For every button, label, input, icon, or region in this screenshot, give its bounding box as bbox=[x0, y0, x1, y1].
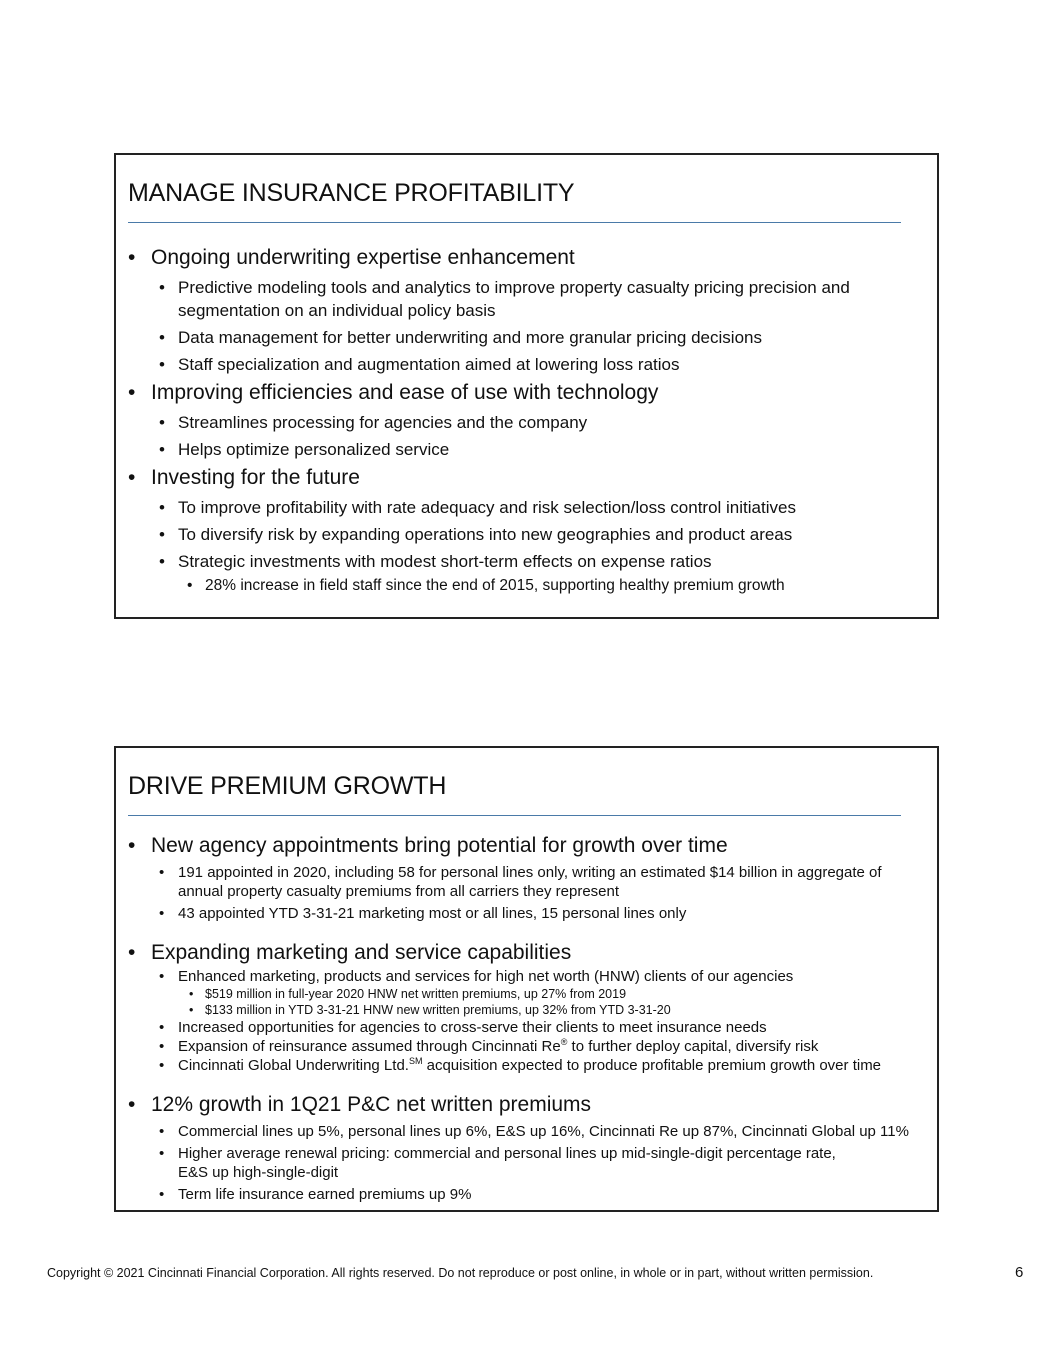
sub-bullet-item: • Data management for better underwriting and more granular pricing decisions bbox=[128, 326, 927, 349]
sub-bullet-text: E&S up high-single-digit bbox=[178, 1164, 339, 1181]
sub-bullet-text: acquisition expected to produce profitable premium growth over time bbox=[426, 1057, 882, 1074]
copyright-footer: Copyright © 2021 Cincinnati Financial Corporation. All rights reserved. Do not reproduce or post online, in whole or in part, without written permission. bbox=[47, 1266, 874, 1280]
slide-content bbox=[128, 241, 927, 596]
sub-bullet-item: • Increased opportunities for agencies to cross-serve their clients to meet insurance needs bbox=[128, 1018, 927, 1037]
bullet-list bbox=[128, 832, 927, 1204]
sub-bullet-item: • Staff specialization and augmentation aimed at lowering loss ratios bbox=[128, 353, 927, 376]
sub-bullet-item bbox=[128, 1056, 927, 1075]
slide-drive-premium-growth bbox=[114, 746, 939, 1212]
sub-bullet-item bbox=[128, 1037, 927, 1056]
sub-bullet-item: • Strategic investments with modest short-term effects on expense ratios bbox=[128, 550, 927, 573]
sub-bullet-item: • Commercial lines up 5%, personal lines up 6%, E&S up 16%, Cincinnati Re up 87%, Cincinnati Global up 11% bbox=[128, 1122, 927, 1141]
registered-mark: ® bbox=[560, 1037, 568, 1047]
title-divider bbox=[128, 222, 901, 223]
slide-title: DRIVE PREMIUM GROWTH bbox=[128, 772, 447, 800]
sub-bullet-item: • 191 appointed in 2020, including 58 for personal lines only, writing an estimated $14 billion in aggregate of annual property casualty premiums from all carriers they represent bbox=[128, 863, 927, 901]
bullet-item: • New agency appointments bring potential for growth over time bbox=[128, 832, 927, 860]
bullet-item: • Improving efficiencies and ease of use with technology bbox=[128, 379, 927, 407]
sub-bullet-text: Cincinnati Global Underwriting Ltd. bbox=[178, 1057, 409, 1074]
slide-title: MANAGE INSURANCE PROFITABILITY bbox=[128, 179, 575, 207]
sub-sub-bullet-item: • $519 million in full-year 2020 HNW net written premiums, up 27% from 2019 bbox=[128, 986, 927, 1002]
sub-bullet-text: Expansion of reinsurance assumed through Cincinnati Re bbox=[178, 1038, 561, 1055]
sub-bullet-item: • 43 appointed YTD 3-31-21 marketing most or all lines, 15 personal lines only bbox=[128, 904, 927, 923]
sub-bullet-item: • To improve profitability with rate adequacy and risk selection/loss control initiatives bbox=[128, 496, 927, 519]
bullet-list bbox=[128, 244, 927, 596]
bullet-item: • Expanding marketing and service capabilities bbox=[128, 939, 927, 967]
sub-bullet-item: • Enhanced marketing, products and services for high net worth (HNW) clients of our agencies bbox=[128, 967, 927, 986]
bullet-item: • Investing for the future bbox=[128, 464, 927, 492]
sub-bullet-item: • To diversify risk by expanding operations into new geographies and product areas bbox=[128, 523, 927, 546]
sub-bullet-item: • Term life insurance earned premiums up 9% bbox=[128, 1185, 927, 1204]
sub-bullet-item: • Predictive modeling tools and analytics to improve property casualty pricing precision and segmentation on an individual policy basis bbox=[128, 276, 927, 322]
title-divider bbox=[128, 815, 901, 816]
slide-manage-insurance-profitability bbox=[114, 153, 939, 619]
sub-sub-bullet-item: • 28% increase in field staff since the end of 2015, supporting healthy premium growth bbox=[128, 576, 927, 596]
sub-bullet-item: • Streamlines processing for agencies and the company bbox=[128, 411, 927, 434]
sub-bullet-text: to further deploy capital, diversify risk bbox=[571, 1038, 819, 1055]
page-number: 6 bbox=[1015, 1264, 1024, 1281]
sub-bullet-text: Higher average renewal pricing: commercial and personal lines up mid-single-digit percentage rate, bbox=[178, 1145, 836, 1162]
sub-bullet-item: • Helps optimize personalized service bbox=[128, 438, 927, 461]
slide-content bbox=[128, 832, 927, 1204]
bullet-item: • Ongoing underwriting expertise enhancement bbox=[128, 244, 927, 272]
sub-bullet-item bbox=[128, 1144, 927, 1182]
bullet-item: • 12% growth in 1Q21 P&C net written premiums bbox=[128, 1091, 927, 1119]
sub-sub-bullet-item: • $133 million in YTD 3-31-21 HNW new written premiums, up 32% from YTD 3-31-20 bbox=[128, 1002, 927, 1018]
service-mark: SM bbox=[408, 1056, 423, 1066]
